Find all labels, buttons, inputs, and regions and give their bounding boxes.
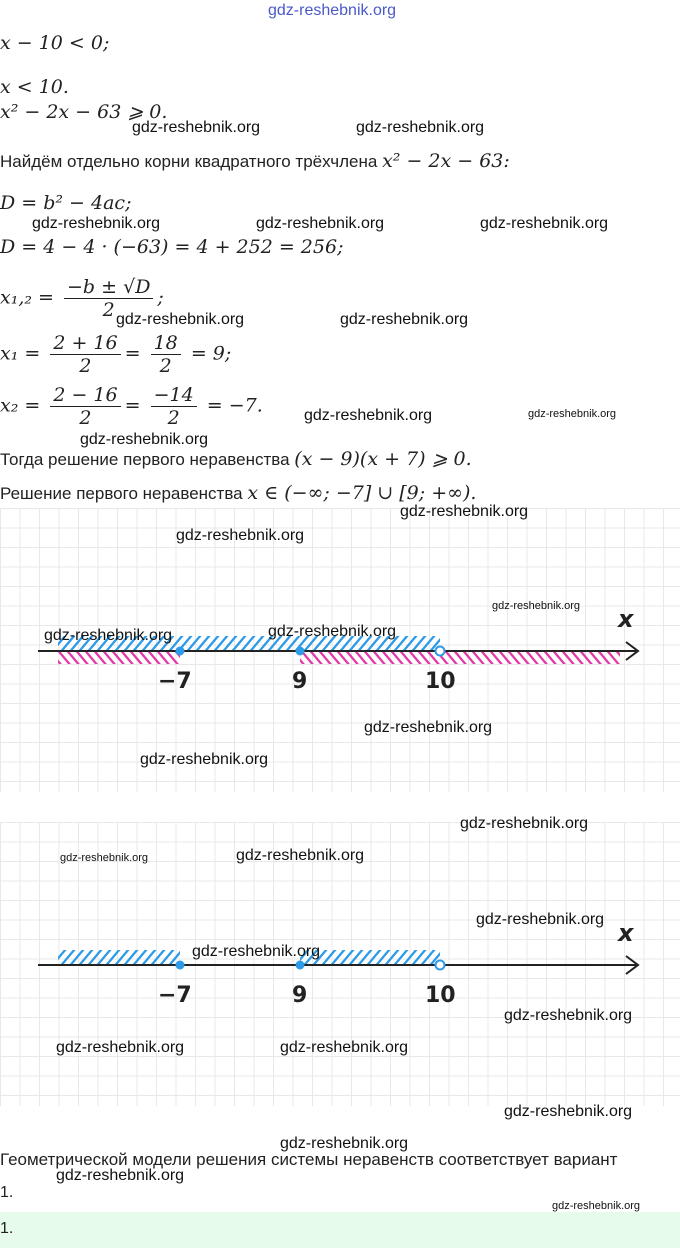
point-minus-7 [176,647,185,656]
tick-label-minus-7: −7 [158,669,192,694]
watermark: gdz-reshebnik.org [236,847,365,864]
watermark: gdz-reshebnik.org [56,1167,185,1184]
watermark: gdz-reshebnik.org [460,815,589,832]
answer-box [0,1212,680,1248]
factored-inequality: (x − 9)(x + 7) ⩾ 0. [294,448,472,470]
roots-formula: x₁,₂ = $\frac{-b \pm √D}{2}$ ; [0,276,164,321]
watermark: gdz-reshebnik.org [32,215,161,232]
math-line-3: x² − 2x − 63 ⩾ 0. [0,101,168,123]
watermark: gdz-reshebnik.org [504,1007,633,1024]
root-x2: x₂ = $\frac{2 - 16}{2}$ = $\frac{-14}{2}$ = −7. [0,384,263,429]
watermark: gdz-reshebnik.org [400,503,529,520]
watermark: gdz-reshebnik.org [552,1200,641,1212]
watermark: gdz-reshebnik.org [116,311,245,328]
watermark: gdz-reshebnik.org [528,408,617,420]
watermark: gdz-reshebnik.org [132,119,261,136]
watermark: gdz-reshebnik.org [60,852,149,864]
then-sentence [0,448,472,470]
watermark: gdz-reshebnik.org [176,527,305,544]
tick-label-9: 9 [292,983,308,1008]
point-minus-7 [176,961,185,970]
point-10-open [436,961,445,970]
fraction-numerator: 2 − 16 [50,384,120,407]
roots-prefix: Найдём отдельно корни квадратного трёхчлена [0,152,378,171]
discriminant-value: D = 4 − 4 · (−63) = 4 + 252 = 256; [0,236,344,258]
watermark: gdz-reshebnik.org [364,719,493,736]
hatch-pink-left [58,652,180,664]
hatch-pink-right [300,652,620,664]
point-9 [296,647,305,656]
roots-formula-lhs: x₁,₂ = [0,286,54,309]
tick-label-10: 10 [425,669,456,694]
watermark: gdz-reshebnik.org [280,1039,409,1056]
axis-label-x: x [618,919,634,947]
fraction-denominator: 2 [159,355,172,377]
fraction-denominator: 2 [79,355,92,377]
conclusion-text: Геометрической модели решения системы неравенств соответствует вариант [0,1150,618,1169]
watermark: gdz-reshebnik.org [80,431,209,448]
x2-lhs: x₂ = [0,394,41,417]
tick-label-minus-7: −7 [158,983,192,1008]
quadratic-expr: x² − 2x − 63: [382,150,510,172]
answer-value: 1. [0,1220,14,1237]
fraction-denominator: 2 [167,407,180,429]
solution-sentence [0,482,476,504]
watermark: gdz-reshebnik.org [492,600,581,612]
fraction-numerator: 2 + 16 [50,332,120,355]
fraction-numerator: 18 [151,332,181,355]
root-x1: x₁ = $\frac{2 + 16}{2}$ = $\frac{18}{2}$ = 9; [0,332,232,377]
option-number: 1. [0,1184,14,1201]
watermark: gdz-reshebnik.org [356,119,485,136]
fraction-numerator: −14 [151,384,197,407]
fraction-denominator: 2 [79,407,92,429]
hatch-blue-right [300,950,440,964]
then-prefix: Тогда решение первого неравенства [0,450,290,469]
x1-lhs: x₁ = [0,342,41,365]
fraction-denominator: 2 [102,299,115,321]
x2-result: = −7. [206,394,263,417]
axis-label-x: x [618,605,634,633]
roots-sentence [0,150,510,172]
watermark: gdz-reshebnik.org [56,1039,185,1056]
point-9 [296,961,305,970]
watermark: gdz-reshebnik.org [476,911,605,928]
solution-prefix: Решение первого неравенства [0,484,243,503]
tick-label-9: 9 [292,669,308,694]
watermark: gdz-reshebnik.org [44,627,173,644]
watermark: gdz-reshebnik.org [140,751,269,768]
watermark: gdz-reshebnik.org [504,1103,633,1120]
x1-fraction-1 [50,332,120,377]
tick-label-10: 10 [425,983,456,1008]
watermark: gdz-reshebnik.org [304,407,433,424]
discriminant-formula: D = b² − 4ac; [0,192,132,214]
x1-fraction-2 [151,332,181,377]
x1-result: = 9; [190,342,232,365]
hatch-blue-left [58,950,180,964]
math-line-1: x − 10 < 0; [0,32,110,54]
watermark: gdz-reshebnik.org [280,1135,409,1152]
watermark: gdz-reshebnik.org [256,215,385,232]
x2-fraction-1 [50,384,120,429]
watermark-top: gdz-reshebnik.org [268,2,397,19]
watermark: gdz-reshebnik.org [192,943,321,960]
math-line-2: x < 10. [0,76,69,98]
watermark: gdz-reshebnik.org [340,311,469,328]
point-10-open [436,647,445,656]
solution-set: x ∈ (−∞; −7] ∪ [9; +∞). [247,482,477,504]
number-line-diagram-1 [0,508,680,792]
x2-fraction-2 [151,384,197,429]
watermark: gdz-reshebnik.org [480,215,609,232]
fraction-numerator: −b ± √D [64,276,153,299]
watermark: gdz-reshebnik.org [268,623,397,640]
